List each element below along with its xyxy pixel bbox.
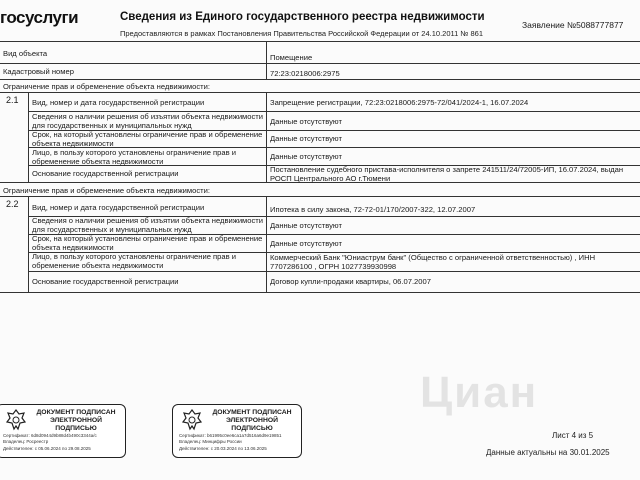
stamp-valid: Действителен: с 20.03.2024 по 13.06.2025 [179,446,267,451]
column-divider [266,92,267,182]
emblem-icon [181,408,203,432]
divider [0,63,640,64]
s2-row-label: Срок, на который установлены ограничение прав и обременение объекта недвижимости [32,234,263,252]
divider [0,92,640,93]
s2-row-value: Коммерческий Банк "Юниаструм банк" (Общество с ограниченной ответственностью) , ИНН 7707286100 , ОГРН 1027739930998 [270,253,596,271]
column-divider [266,196,267,292]
stamp-valid: Действителен: с 05.06.2024 по 29.08.2025 [3,446,91,451]
divider [0,79,640,80]
s2-row-label: Основание государственной регистрации [32,277,179,286]
stamp-title: ДОКУМЕНТ ПОДПИСАН ЭЛЕКТРОННОЙ ПОДПИСЬЮ [212,409,292,432]
stamp-cert: Сертификат: 6d8d0944d9b88d4b490c3344a/c [3,433,97,438]
signature-stamp [172,404,302,458]
column-divider [266,41,267,79]
page-counter: Лист 4 из 5 [552,431,594,440]
s1-row-label: Сведения о наличии решения об изъятии объекта недвижимости для государственных и муниципальных нужд [32,112,264,130]
data-actual-date: Данные актуальны на 30.01.2025 [486,448,610,457]
object-type-label: Вид объекта [3,49,48,58]
divider [0,196,640,197]
divider [0,41,640,42]
stamp-title: ДОКУМЕНТ ПОДПИСАН ЭЛЕКТРОННОЙ ПОДПИСЬЮ [36,409,116,432]
s1-row-value: Постановление судебного пристава-исполнителя о запрете 241511/24/72005-ИП, 16.07.2024, выдан РОСП Центрального АО г.Тюмени [270,165,624,183]
object-type-value: Помещение [270,53,313,62]
s1-row-value: Данные отсутствуют [270,134,342,143]
s2-row-label: Сведения о наличии решения об изъятии объекта недвижимости для государственных и муниципальных нужд [32,216,264,234]
row-divider [28,271,640,272]
s1-row-label: Основание государственной регистрации [32,169,179,178]
s2-row-label: Вид, номер и дата государственной регистрации [32,203,205,212]
document-title: Сведения из Единого государственного реестра недвижимости [120,11,485,23]
cadastral-value: 72:23:0218006:2975 [270,69,340,78]
column-divider [28,92,29,182]
s2-row-value: Ипотека в силу закона, 72-72-01/170/2007-322, 12.07.2007 [270,205,476,214]
stamp-owner: Владелец: Росреестр [3,439,49,444]
s1-row-value: Запрещение регистрации, 72:23:0218006:2975-72/041/2024-1, 16.07.2024 [270,98,529,107]
stamp-owner: Владелец: Минцифры России [179,439,242,444]
stamp-cert: Сертификат: b61995c0ee6ca1a7d516a6d9e19851 [179,433,282,438]
section-heading: Ограничение прав и обременение объекта недвижимости: [3,82,210,91]
s1-row-label: Срок, на который установлены ограничение прав и обременение объекта недвижимости [32,130,263,148]
application-number: Заявление №5088777877 [522,20,624,30]
cian-watermark: Циан [420,368,539,417]
cadastral-label: Кадастровый номер [3,67,74,76]
s1-row-label: Лицо, в пользу которого установлены ограничение прав и обременение объекта недвижимости [32,148,236,166]
section-number: 2.1 [6,96,19,105]
s2-row-value: Договор купли-продажи квартиры, 06.07.2007 [270,277,431,286]
gosuslugi-logo: госуслуги [0,8,79,27]
s1-row-value: Данные отсутствуют [270,117,342,126]
s2-row-label: Лицо, в пользу которого установлены ограничение прав и обременение объекта недвижимости [32,252,236,270]
s1-row-value: Данные отсутствуют [270,152,342,161]
s2-row-value: Данные отсутствуют [270,239,342,248]
signature-stamp [0,404,126,458]
column-divider [28,196,29,292]
emblem-icon [5,408,27,432]
s2-row-value: Данные отсутствуют [270,221,342,230]
s1-row-label: Вид, номер и дата государственной регистрации [32,98,205,107]
document-subtitle: Предоставляются в рамках Постановления Правительства Российской Федерации от 24.10.2011 № 861 [120,29,484,38]
section-number: 2.2 [6,200,19,209]
divider [0,292,640,293]
section-heading: Ограничение прав и обременение объекта недвижимости: [3,186,210,195]
